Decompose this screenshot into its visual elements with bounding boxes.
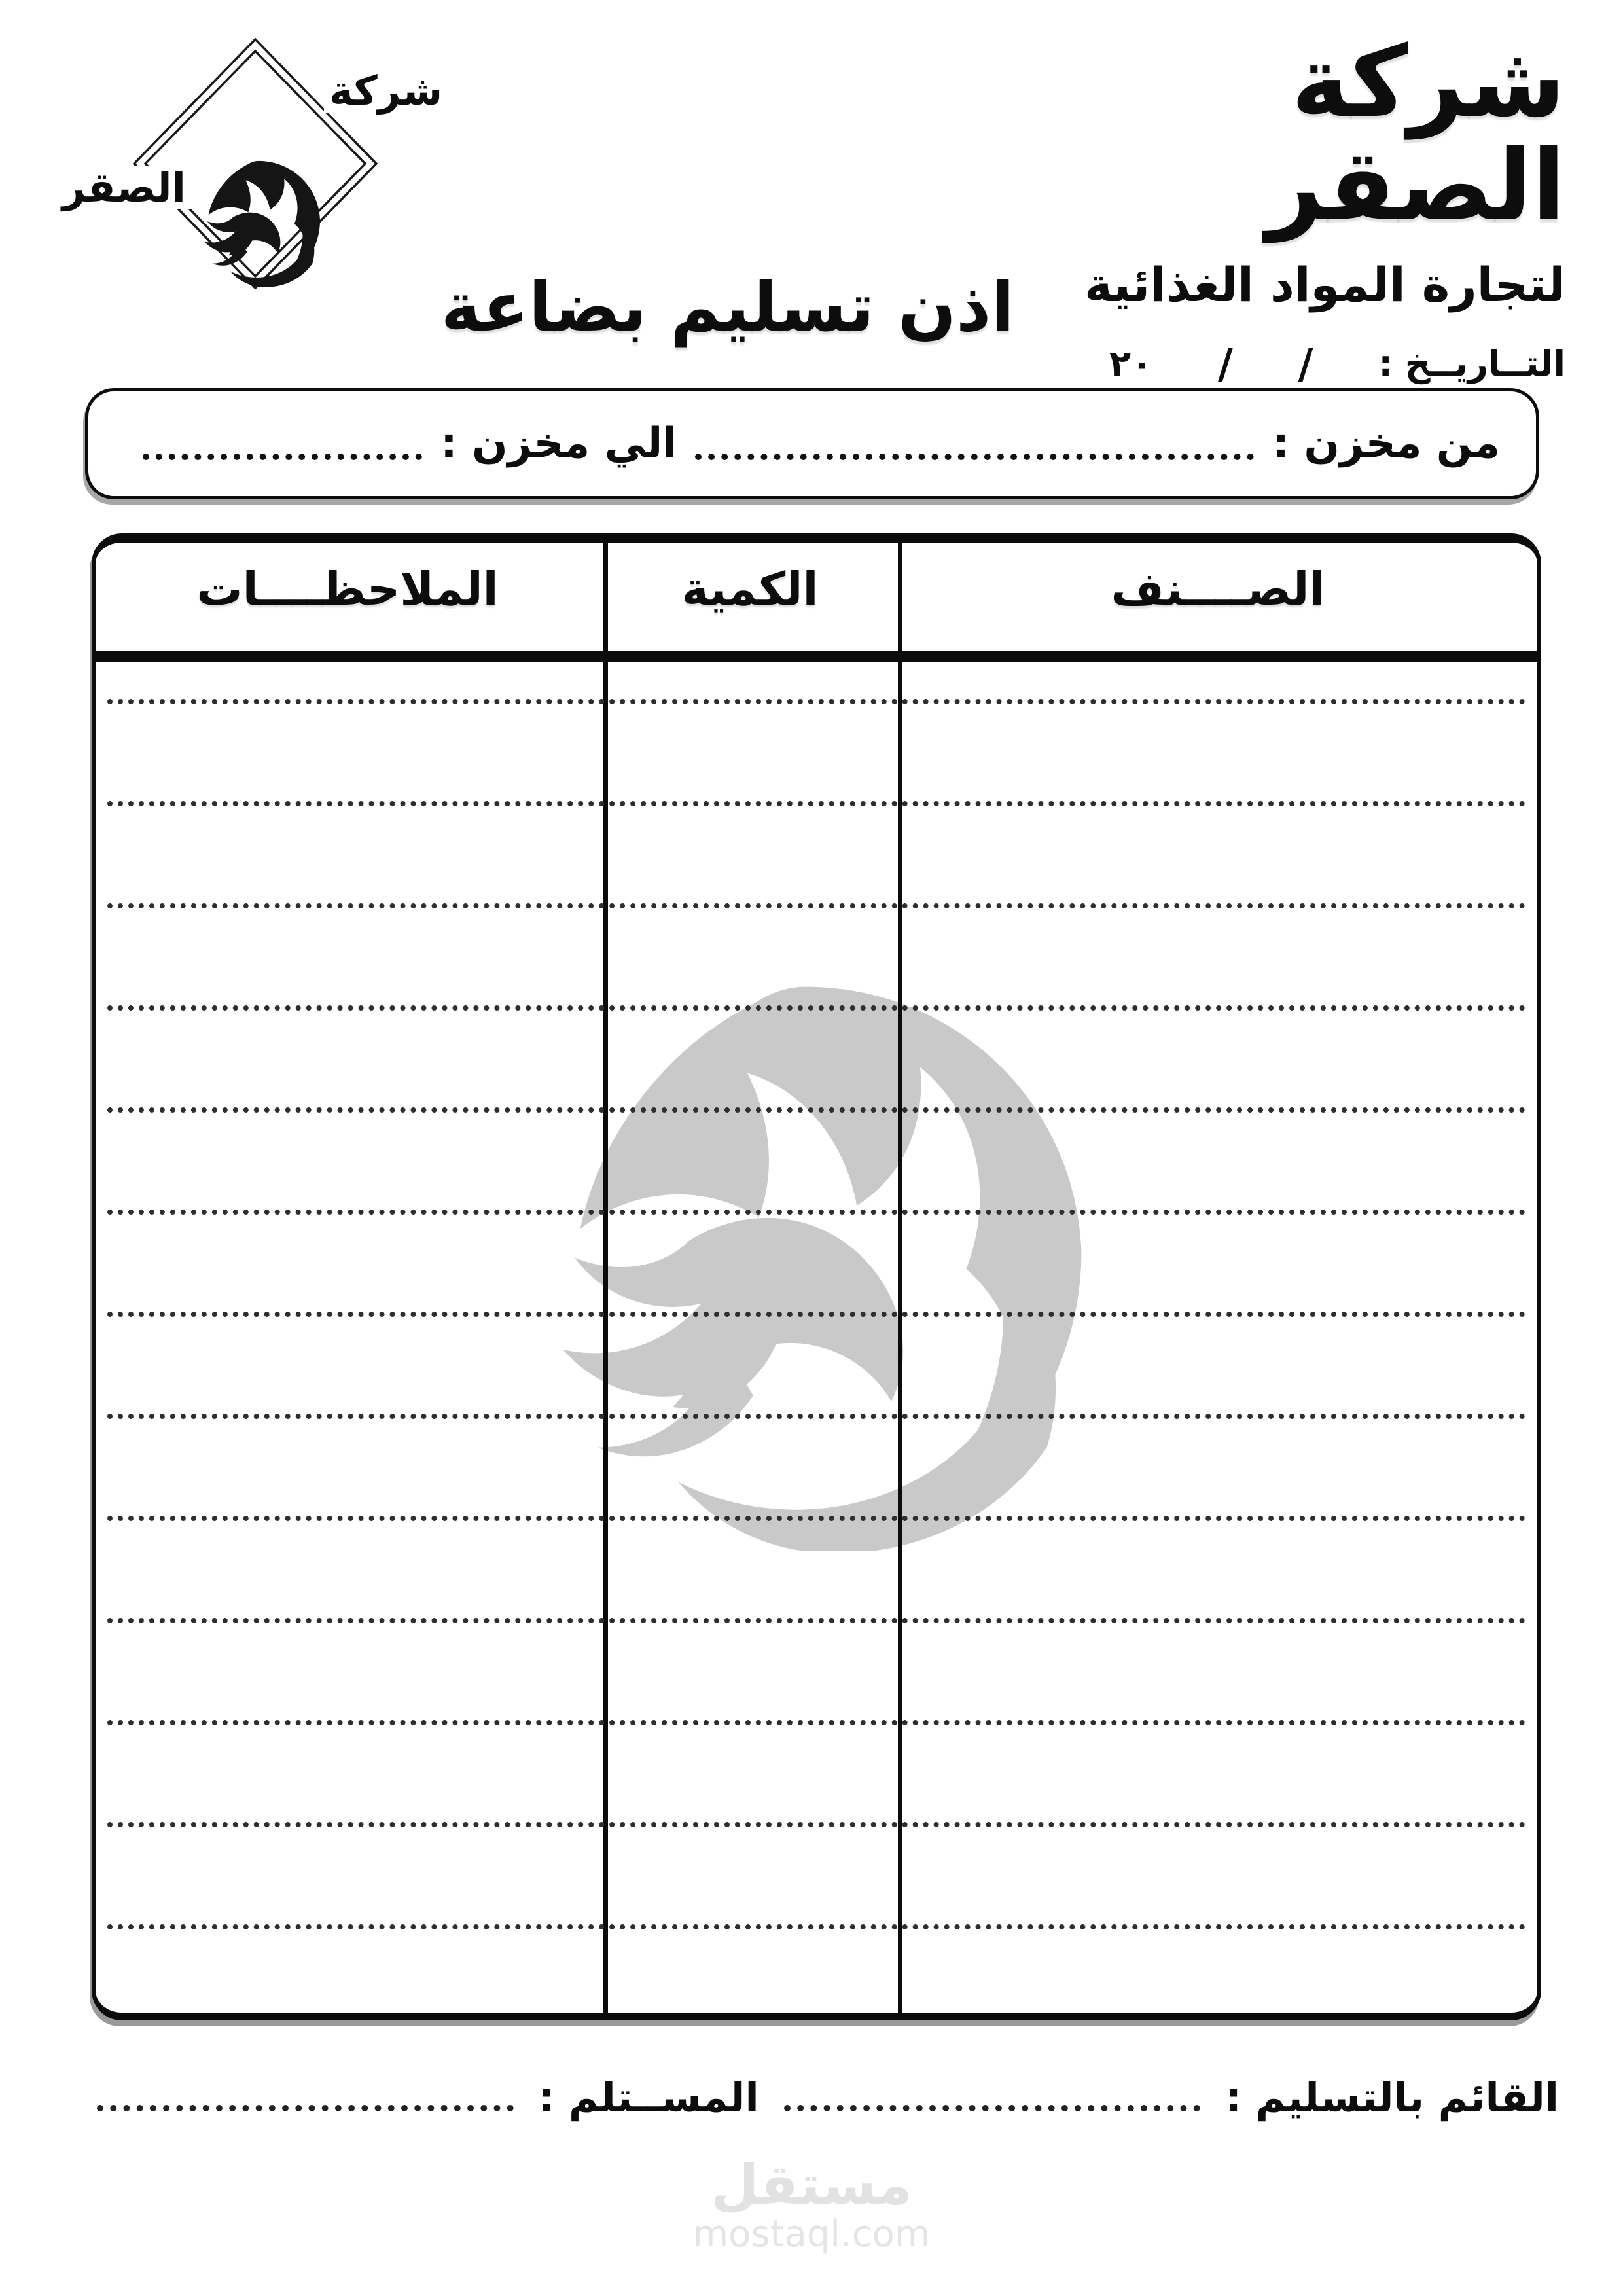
column-header-item: الصــــنف	[1111, 562, 1325, 616]
company-name: شركة الصقر	[1266, 26, 1565, 243]
from-warehouse-label: من مخزن :	[1272, 420, 1500, 468]
row-line	[107, 1107, 1525, 1113]
document-title: اذن تسليم بضاعة	[440, 267, 1014, 347]
column-header-quantity: الكمية	[681, 562, 819, 616]
signature-line	[79, 2073, 1559, 2121]
company-header	[976, 26, 1565, 387]
items-table	[92, 533, 1541, 2020]
row-line	[107, 1822, 1525, 1827]
deliverer-label: القائم بالتسليم :	[1225, 2073, 1559, 2121]
row-line	[107, 1312, 1525, 1317]
row-line	[107, 1210, 1525, 1215]
company-logo	[49, 13, 443, 314]
row-line	[107, 1516, 1525, 1521]
row-line	[107, 1720, 1525, 1725]
column-divider	[898, 543, 902, 2013]
company-subtitle: لتجارة المواد الغذائية	[1084, 257, 1565, 312]
column-header-notes: الملاحظــــات	[196, 562, 499, 616]
date-year-prefix: ٢٠	[1109, 343, 1153, 384]
row-line	[107, 1414, 1525, 1419]
date-slash-2: /	[1218, 340, 1233, 387]
logo-word-left: الصقر	[57, 166, 191, 209]
table-header-divider	[92, 651, 1541, 662]
row-line	[107, 1005, 1525, 1011]
row-line	[107, 1924, 1525, 1929]
brand-watermark-domain: mostaql.com	[692, 2213, 931, 2255]
to-warehouse-label: الي مخزن :	[440, 420, 677, 468]
column-divider	[603, 543, 608, 2013]
receiver-label: المســتلم :	[538, 2073, 759, 2121]
date-line[interactable]	[976, 340, 1565, 387]
deliverer-field[interactable]	[784, 2105, 1201, 2111]
row-line	[107, 699, 1525, 704]
warehouse-transfer-box	[85, 388, 1539, 499]
row-line	[107, 903, 1525, 908]
row-line	[107, 1618, 1525, 1623]
row-line	[107, 801, 1525, 806]
brand-watermark	[0, 2153, 1623, 2255]
logo-word-right: شركة	[324, 69, 448, 113]
brand-watermark-arabic: مستقل	[711, 2153, 912, 2217]
from-warehouse-field[interactable]	[695, 454, 1254, 460]
receiver-field[interactable]	[97, 2105, 514, 2111]
date-label: التــاريــخ :	[1378, 343, 1565, 384]
to-warehouse-field[interactable]	[143, 454, 422, 460]
date-slash-1: /	[1298, 340, 1313, 387]
